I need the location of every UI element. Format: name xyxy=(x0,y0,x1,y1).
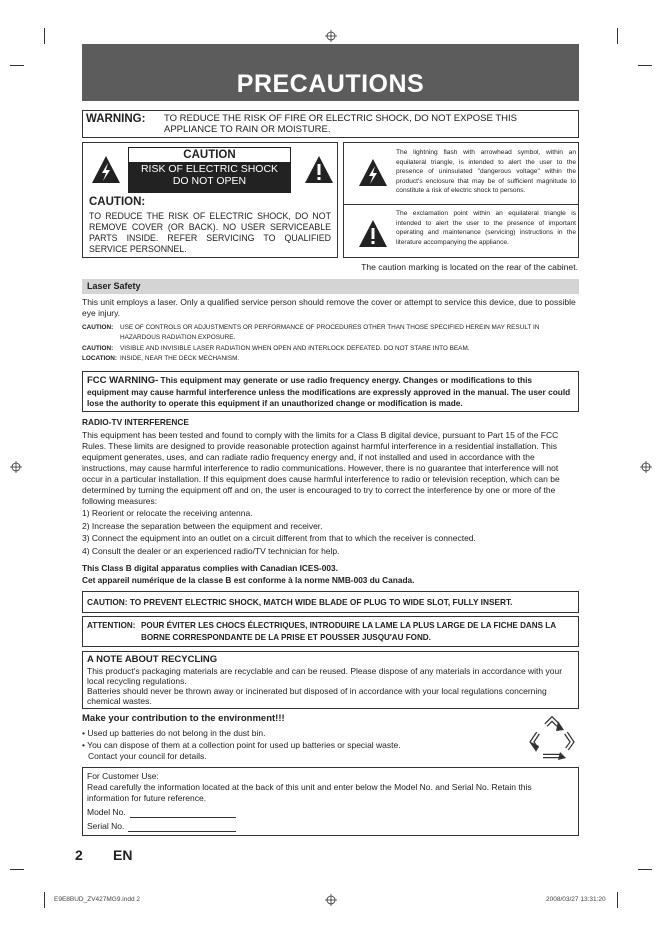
list-item: 3) Connect the equipment into an outlet on a circuit different from that to which the receiver is connected. xyxy=(82,533,476,544)
fcc-warning-box xyxy=(82,371,579,412)
laser-row-text: USE OF CONTROLS OR ADJUSTMENTS OR PERFORMANCE OF PROCEDURES OTHER THAN THOSE SPECIFIED HEREIN MAY RESULT IN HAZARDOUS RADIATION EXPOSURE. xyxy=(120,324,540,341)
attention-box xyxy=(82,616,579,647)
recycle-icon xyxy=(528,716,576,762)
laser-row xyxy=(82,344,579,354)
exclamation-triangle-icon xyxy=(358,219,388,249)
model-no-field[interactable] xyxy=(130,808,236,818)
recycling-box xyxy=(82,651,579,709)
footer-file: E9E8BUD_ZV427MG9.indd 2 xyxy=(54,896,140,903)
list-item: 1) Reorient or relocate the receiving antenna. xyxy=(82,508,253,518)
registration-mark-icon xyxy=(640,461,652,473)
caution-dark-band xyxy=(129,162,290,193)
serial-no-field[interactable] xyxy=(128,822,236,832)
plug-caution-text: CAUTION: TO PREVENT ELECTRIC SHOCK, MATCH WIDE BLADE OF PLUG TO WIDE SLOT, FULLY INSERT. xyxy=(87,597,513,607)
recycling-p2: Batteries should never be thrown away or incinerated but disposed of in accordance with your local regulations concerning chemical wastes. xyxy=(87,686,547,706)
laser-row xyxy=(82,354,579,364)
crop-mark xyxy=(617,28,618,44)
caution-text: TO REDUCE THE RISK OF ELECTRIC SHOCK, DO NOT REMOVE COVER (OR BACK). NO USER SERVICEABLE PARTS INSIDE. REFER SERVICING TO QUALIFIED SERVICE PERSONNEL. xyxy=(89,211,331,254)
fcc-text: This equipment may generate or use radio frequency energy. Changes or modifications to this equipment may cause harmful interference unless the modifications are expressly approved in the manual. The user could lose the authority to operate this equipment if an unauthorized change or modification is made. xyxy=(87,375,571,408)
customer-use-box xyxy=(82,767,579,836)
attention-line1: POUR ÉVITER LES CHOCS ÉLECTRIQUES, INTRODUIRE LA LAME LA PLUS LARGE DE LA FICHE DANS LA xyxy=(141,621,557,630)
customer-title: For Customer Use: xyxy=(87,771,159,781)
crop-mark xyxy=(10,65,24,66)
caution-marking-note: The caution marking is located on the rear of the cabinet. xyxy=(361,262,578,272)
page-language: EN xyxy=(113,847,133,863)
list-item: 4) Consult the dealer or an experienced radio/TV technician for help. xyxy=(82,546,340,557)
footer-date: 2008/03/27 13:31:20 xyxy=(546,896,606,903)
registration-mark-icon xyxy=(325,894,337,906)
symbol-divider xyxy=(344,204,578,205)
laser-row-label: LOCATION: xyxy=(82,354,118,362)
environment-contact: Contact your council for details. xyxy=(88,751,207,761)
environment-bullet: • You can dispose of them at a collection point for used up batteries or special waste. xyxy=(82,740,401,750)
crop-mark xyxy=(617,892,618,908)
registration-mark-icon xyxy=(325,30,337,42)
serial-no-row xyxy=(87,821,574,832)
exclamation-text: The exclamation point within an equilateral triangle is intended to alert the user to the presence of important operating and maintenance (servicing) instructions in the literature accompanying the appliance. xyxy=(396,210,576,246)
crop-mark xyxy=(10,869,24,870)
lightning-text: The lightning flash with arrowhead symbol, within an equilateral triangle, is intended to alert the user to the presence of uninsulated "dangerous voltage" within the product's enclosure that may be of sufficient magnitude to constitute a risk of electric shock to persons. xyxy=(396,149,576,195)
recycling-heading: A NOTE ABOUT RECYCLING xyxy=(87,654,218,665)
customer-text: Read carefully the information located at the back of this unit and enter below the Model No. and Serial No. Retain this information for future reference. xyxy=(87,782,532,803)
laser-row-label: CAUTION: xyxy=(82,345,114,352)
radio-tv-heading: RADIO-TV INTERFERENCE xyxy=(82,417,189,427)
laser-row-text: VISIBLE AND INVISIBLE LASER RADIATION WHEN OPEN AND INTERLOCK DEFEATED. DO NOT STARE INTO BEAM. xyxy=(120,345,470,352)
caution-sub1: RISK OF ELECTRIC SHOCK xyxy=(140,163,279,175)
class-b-fr: Cet appareil numérique de la classe B est conforme à la norme NMB-003 du Canada. xyxy=(82,575,415,585)
recycling-p1: This product's packaging materials are recyclable and can be reused. Please dispose of any materials in accordance with your local recycling regulations. xyxy=(87,666,563,686)
registration-mark-icon xyxy=(10,461,22,473)
page-number: 2 xyxy=(75,847,83,863)
laser-intro: This unit employs a laser. Only a qualified service person should remove the cover or attempt to service this device, due to possible eye injury. xyxy=(82,297,576,318)
radio-tv-body: This equipment has been tested and found to comply with the limits for a Class B digital device, pursuant to Part 15 of the FCC Rules. These limits are designed to provide reasonable protection against harmful interference in a residential installation. This equipment generates, uses, and can radiate radio frequency energy and, if not installed and used in accordance with the instructions, may cause harmful interference to radio communications. However, there is no guarantee that interference will not occur in a particular installation. If this equipment does cause harmful interference to radio or television reception, which can be determined by turning the equipment off and on, the user is encouraged to try to correct the interference by one or more of the following measures: xyxy=(82,430,560,506)
serial-no-label: Serial No. xyxy=(87,821,125,831)
class-b-en: This Class B digital apparatus complies with Canadian ICES-003. xyxy=(82,563,338,573)
symbol-box xyxy=(343,142,579,258)
warning-text: TO REDUCE THE RISK OF FIRE OR ELECTRIC SHOCK, DO NOT EXPOSE THIS APPLIANCE TO RAIN OR MOISTURE. xyxy=(164,113,517,135)
measures-list xyxy=(82,507,579,558)
plug-caution-box xyxy=(82,591,579,613)
crop-mark xyxy=(638,65,652,66)
model-no-label: Model No. xyxy=(87,807,126,817)
environment-heading: Make your contribution to the environment!!! xyxy=(82,713,285,724)
caution-box xyxy=(82,142,338,258)
page-title: PRECAUTIONS xyxy=(236,70,425,98)
environment-bullet: • Used up batteries do not belong in the dust bin. xyxy=(82,728,266,738)
attention-label: ATTENTION: xyxy=(87,621,136,630)
caution-label-block xyxy=(128,147,291,193)
caution-label: CAUTION: xyxy=(89,196,146,208)
laser-row-text: INSIDE, NEAR THE DECK MECHANISM. xyxy=(120,354,240,362)
laser-safety-heading: Laser Safety xyxy=(82,279,579,294)
crop-mark xyxy=(44,28,45,44)
exclamation-triangle-icon xyxy=(304,155,334,185)
caution-heading: CAUTION xyxy=(183,149,236,161)
caution-sub2: DO NOT OPEN xyxy=(172,174,247,187)
model-no-row xyxy=(87,807,574,818)
title-bar xyxy=(82,44,579,101)
attention-line2: BORNE CORRESPONDANTE DE LA PRISE ET POUSSER JUSQU'AU FOND. xyxy=(141,633,431,642)
lightning-triangle-icon xyxy=(91,155,121,185)
list-item: 2) Increase the separation between the equipment and receiver. xyxy=(82,520,323,531)
fcc-label: FCC WARNING- xyxy=(87,375,159,386)
crop-mark xyxy=(44,892,45,908)
warning-box xyxy=(82,110,579,138)
laser-rows xyxy=(82,323,579,363)
laser-row xyxy=(82,323,579,342)
warning-label: WARNING: xyxy=(86,113,146,125)
laser-row-label: CAUTION: xyxy=(82,324,114,331)
crop-mark xyxy=(638,869,652,870)
lightning-triangle-icon xyxy=(358,158,388,188)
